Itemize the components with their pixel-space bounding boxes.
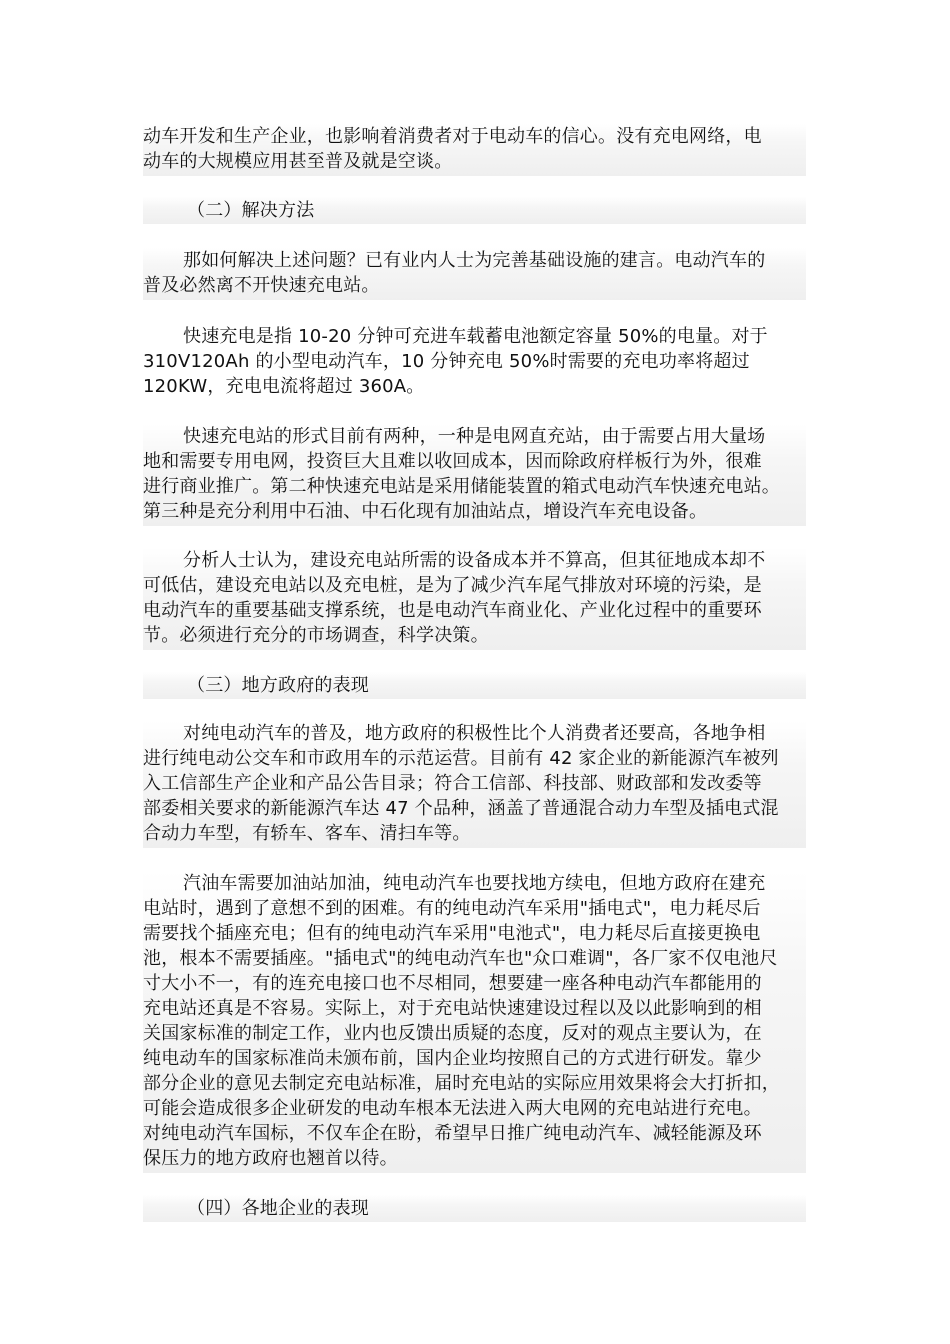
text-line: 可能会造成很多企业研发的电动车根本无法进入两大电网的充电站进行充电。 <box>143 1098 762 1119</box>
text-line: 汽油车需要加油站加油，纯电动汽车也要找地方续电，但地方政府在建充 <box>183 873 766 894</box>
paragraph-analysis <box>143 548 806 650</box>
paragraph-charging-difficulties <box>143 871 806 1173</box>
section-heading-enterprises <box>143 1195 806 1222</box>
paragraph-fast-charging-definition <box>143 324 806 400</box>
paragraph-fast-charging-need <box>143 248 806 300</box>
paragraph-local-government <box>143 721 806 848</box>
text-line: 电站时，遇到了意想不到的困难。有的纯电动汽车采用"插电式"，电力耗尽后 <box>143 898 761 919</box>
paragraph-station-types <box>143 424 806 526</box>
text-line: 普及必然离不开快速充电站。 <box>143 275 380 296</box>
section-heading-solutions <box>143 197 806 224</box>
text-line: 入工信部生产企业和产品公告目录；符合工信部、科技部、财政部和发改委等 <box>143 773 762 794</box>
text-line: 部分企业的意见去制定充电站标准，届时充电站的实际应用效果将会大打折扣， <box>143 1073 780 1094</box>
text-line: 部委相关要求的新能源汽车达 47 个品种，涵盖了普通混合动力车型及插电式混 <box>143 798 779 819</box>
text-line: 充电站还真是不容易。实际上，对于充电站快速建设过程以及以此影响到的相 <box>143 998 762 1019</box>
text-line: 寸大小不一，有的连充电接口也不尽相同，想要建一座各种电动汽车都能用的 <box>143 973 762 994</box>
heading-text: （三）地方政府的表现 <box>187 675 369 696</box>
text-line: 纯电动车的国家标准尚未颁布前，国内企业均按照自己的方式进行研发。靠少 <box>143 1048 762 1069</box>
text-line: 需要找个插座充电；但有的纯电动汽车采用"电池式"，电力耗尽后直接更换电 <box>143 923 761 944</box>
text-line: 分析人士认为，建设充电站所需的设备成本并不算高，但其征地成本却不 <box>183 550 766 571</box>
text-line: 快速充电是指 10-20 分钟可充进车载蓄电池额定容量 50%的电量。对于 <box>183 326 768 347</box>
text-line: 保压力的地方政府也翘首以待。 <box>143 1148 398 1169</box>
text-line: 对纯电动汽车的普及，地方政府的积极性比个人消费者还要高，各地争相 <box>183 723 766 744</box>
text-line: 对纯电动汽车国标，不仅车企在盼，希望早日推广纯电动汽车、减轻能源及环 <box>143 1123 762 1144</box>
text-line: 进行纯电动公交车和市政用车的示范运营。目前有 42 家企业的新能源汽车被列 <box>143 748 779 769</box>
text-line: 第三种是充分利用中石油、中石化现有加油站点，增设汽车充电设备。 <box>143 501 708 522</box>
text-line: 合动力车型，有轿车、客车、清扫车等。 <box>143 823 471 844</box>
text-line: 池，根本不需要插座。"插电式"的纯电动汽车也"众口难调"，各厂家不仅电池尺 <box>143 948 778 969</box>
text-line: 进行商业推广。第二种快速充电站是采用储能装置的箱式电动汽车快速充电站。 <box>143 476 780 497</box>
text-line: 快速充电站的形式目前有两种，一种是电网直充站，由于需要占用大量场 <box>183 426 766 447</box>
text-line: 地和需要专用电网，投资巨大且难以收回成本，因而除政府样板行为外，很难 <box>143 451 762 472</box>
text-line: 那如何解决上述问题？已有业内人士为完善基础设施的建言。电动汽车的 <box>183 250 766 271</box>
paragraph-continuation <box>143 124 806 176</box>
text-line: 310V120Ah 的小型电动汽车，10 分钟充电 50%时需要的充电功率将超过 <box>143 351 750 372</box>
heading-text: （二）解决方法 <box>187 200 315 221</box>
text-line: 可低估，建设充电站以及充电桩，是为了减少汽车尾气排放对环境的污染，是 <box>143 575 762 596</box>
section-heading-local-government <box>143 672 806 699</box>
text-line: 关国家标准的制定工作，业内也反馈出质疑的态度，反对的观点主要认为，在 <box>143 1023 762 1044</box>
text-line: 120KW，充电电流将超过 360A。 <box>143 376 425 397</box>
heading-text: （四）各地企业的表现 <box>187 1198 369 1219</box>
text-line: 电动汽车的重要基础支撑系统，也是电动汽车商业化、产业化过程中的重要环 <box>143 600 762 621</box>
text-line: 动车开发和生产企业，也影响着消费者对于电动车的信心。没有充电网络，电 <box>143 126 762 147</box>
text-line: 节。必须进行充分的市场调查，科学决策。 <box>143 625 489 646</box>
text-line: 动车的大规模应用甚至普及就是空谈。 <box>143 151 453 172</box>
